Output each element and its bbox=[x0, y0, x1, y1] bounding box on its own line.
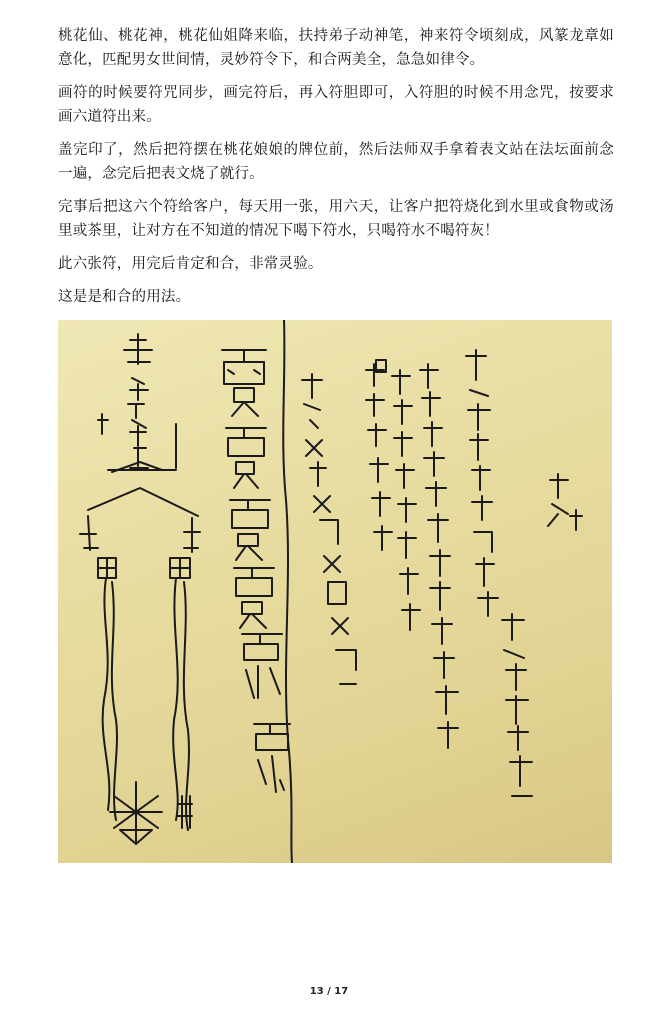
petition-column-3 bbox=[420, 364, 458, 748]
bottom-seal bbox=[110, 782, 162, 844]
date-column bbox=[302, 374, 356, 684]
stack-char-3 bbox=[230, 500, 270, 560]
roof-shape bbox=[88, 462, 198, 516]
right-hook bbox=[184, 518, 200, 552]
stack-char-2 bbox=[226, 428, 266, 488]
stack-char-6 bbox=[254, 724, 290, 792]
right-cord bbox=[173, 578, 189, 830]
side-mark bbox=[548, 474, 582, 530]
left-box bbox=[98, 558, 116, 578]
paragraph-seal-instructions: 盖完印了，然后把符摆在桃花娘娘的牌位前，然后法师双手拿着表文站在法坛面前念一遍，念完后把表文烧了就行。 bbox=[58, 142, 614, 182]
left-cord bbox=[103, 578, 117, 820]
paragraph-closing: 这是是和合的用法。 bbox=[58, 289, 191, 305]
header-glyphs bbox=[124, 334, 152, 468]
divider-line bbox=[283, 320, 292, 863]
handwritten-talisman-drawing bbox=[58, 320, 612, 863]
paragraph-incantation: 桃花仙、桃花神，桃花仙姐降来临，扶持弟子动神笔，神来符令顷刻成，风篆龙章如意化，匹配男女世间情，灵妙符令下，和合两美全，急急如律令。 bbox=[58, 28, 614, 68]
talisman-photo bbox=[58, 320, 612, 863]
stack-char-5 bbox=[242, 634, 282, 698]
petition-column-1 bbox=[466, 350, 498, 616]
body-text bbox=[58, 24, 614, 318]
right-box bbox=[170, 558, 190, 578]
petition-column-5 bbox=[366, 364, 392, 550]
stack-char-1 bbox=[222, 350, 266, 416]
stack-char-4 bbox=[234, 568, 274, 628]
paragraph-usage-instructions: 完事后把这六个符给客户，每天用一张，用六天，让客户把符烧化到水里或食物或汤里或茶里，让对方在不知道的情况下喝下符水，只喝符水不喝符灰！ bbox=[58, 199, 614, 239]
page-number: 13 / 17 bbox=[309, 986, 349, 997]
petition-column-2 bbox=[502, 614, 532, 796]
left-hook bbox=[80, 516, 98, 550]
paragraph-effect-note: 此六张符，用完后肯定和合，非常灵验。 bbox=[58, 256, 323, 272]
paragraph-drawing-instructions: 画符的时候要符咒同步，画完符后，再入符胆即可，入符胆的时候不用念咒，按要求画六道符出来。 bbox=[58, 85, 614, 125]
bottom-marks bbox=[178, 796, 192, 828]
petition-column-4 bbox=[392, 370, 420, 630]
